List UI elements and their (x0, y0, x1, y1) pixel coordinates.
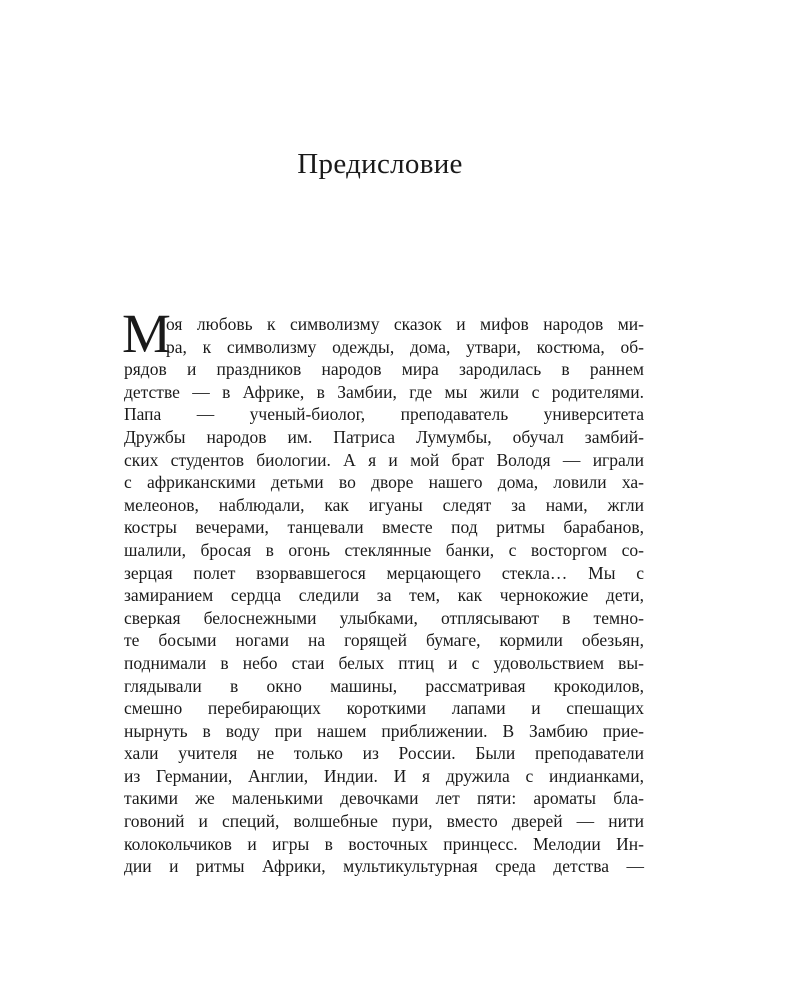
drop-cap: М (122, 303, 171, 364)
text-line: Папа — ученый-биолог, преподаватель университета (124, 404, 644, 425)
text-line: из Германии, Англии, Индии. И я дружила с индианками, (124, 765, 644, 786)
preface-paragraph (122, 303, 644, 878)
text-line: костры вечерами, танцевали вместе под ритмы барабанов, (124, 517, 644, 538)
text-line: шалили, бросая в огонь стеклянные банки, с восторгом со- (124, 539, 644, 560)
text-line: те босыми ногами на горящей бумаге, кормили обезьян, (124, 630, 644, 651)
text-line: глядывали в окно машины, рассматривая крокодилов, (124, 675, 644, 696)
text-line: дии и ритмы Африки, мультикультурная среда детства — (124, 856, 644, 877)
text-line: оя любовь к символизму сказок и мифов народов ми- (166, 314, 644, 334)
text-line: хали учителя не только из России. Были преподаватели (124, 743, 644, 764)
text-line: замиранием сердца следили за тем, как чернокожие дети, (124, 585, 644, 606)
text-line: зерцая полет взорвавшегося мерцающего стекла… Мы с (124, 562, 644, 583)
text-line: колокольчиков и игры в восточных принцесс. Мелодии Ин- (124, 833, 644, 854)
text-line: поднимали в небо стаи белых птиц и с удовольствием вы- (124, 652, 644, 673)
text-line: ра, к символизму одежды, дома, утвари, костюма, об- (166, 336, 644, 357)
text-line: такими же маленькими девочками лет пяти: ароматы бла- (124, 788, 644, 809)
text-line: с африканскими детьми во дворе нашего дома, ловили ха- (124, 472, 644, 493)
text-line: сверкая белоснежными улыбками, отплясывают в темно- (124, 607, 644, 628)
text-line: говоний и специй, волшебные пури, вместо дверей — нити (124, 811, 644, 832)
text-line: мелеонов, наблюдали, как игуаны следят за нами, жгли (124, 494, 644, 515)
text-line: смешно перебирающих короткими лапами и спешащих (124, 698, 644, 719)
text-line: рядов и праздников народов мира зародилась в раннем (124, 359, 644, 380)
text-line: ских студентов биологии. А я и мой брат Володя — играли (124, 449, 644, 470)
text-line: Дружбы народов им. Патриса Лумумбы, обучал замбий- (124, 426, 644, 447)
text-line: детстве — в Африке, в Замбии, где мы жили с родителями. (124, 381, 644, 402)
page-title: Предисловие (297, 148, 463, 180)
text-line: нырнуть в воду при нашем приближении. В Замбию прие- (124, 720, 644, 741)
